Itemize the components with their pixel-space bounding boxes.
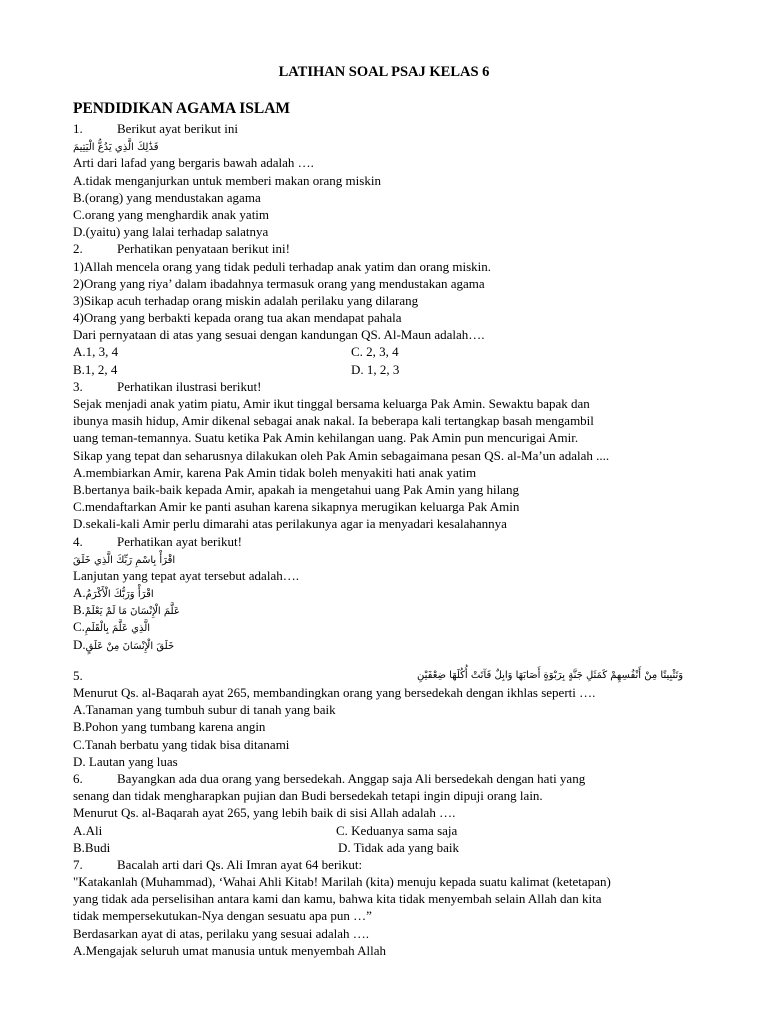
subject-heading: PENDIDIKAN AGAMA ISLAM: [73, 100, 291, 117]
question-5-header: [73, 667, 713, 684]
arabic-verse: وَتَثْبِيتًا مِنْ أَنْفُسِهِمْ كَمَثَلِ جَنَّةٍ بِرَبْوَةٍ أَصَابَهَا وَابِلٌ فَآتَتْ أُكُلَهَا ضِعْفَيْنِ: [417, 669, 684, 681]
question-number: 2.: [73, 241, 83, 257]
option-d: D. Tidak ada yang baik: [338, 839, 459, 855]
question-4-text: Lanjutan yang tepat ayat tersebut adalah….: [73, 567, 299, 583]
question-1-text: Arti dari lafad yang bergaris bawah adalah ….: [73, 155, 314, 171]
statement-3: 3)Sikap acuh terhadap orang miskin adalah perilaku yang dilarang: [73, 292, 419, 308]
question-2-header: [73, 240, 713, 257]
question-number: 6.: [73, 770, 83, 786]
question-text: Bayangkan ada dua orang yang bersedekah. Anggap saja Ali bersedekah dengan hati yang: [117, 770, 586, 786]
story-line: Sejak menjadi anak yatim piatu, Amir ikut tinggal bersama keluarga Pak Amin. Sewaktu bapak dan: [73, 396, 590, 411]
option-d: D.(yaitu) yang lalai terhadap salatnya: [73, 224, 269, 240]
question-prompt: Perhatikan ilustrasi berikut!: [117, 378, 262, 394]
question-1-header: [73, 120, 713, 137]
arabic-verse: اقْرَأْ بِاسْمِ رَبِّكَ الَّذِي خَلَقَ: [73, 554, 176, 566]
option-b: [73, 601, 713, 618]
options-row: [73, 839, 713, 856]
option-c: C. Keduanya sama saja: [336, 822, 458, 838]
question-7-header: [73, 856, 713, 873]
option-a: [73, 584, 713, 601]
question-prompt: Berikut ayat berikut ini: [117, 121, 238, 136]
option-d: D. Lautan yang luas: [73, 753, 178, 769]
statement-2: 2)Orang yang riya’ dalam ibadahnya termasuk orang yang mendustakan agama: [73, 275, 485, 291]
quote-line: "Katakanlah (Muhammad), ‘Wahai Ahli Kitab! Marilah (kita) menuju kepada suatu kalimat (ketetapan): [73, 874, 611, 890]
story-line: uang teman-temannya. Suatu ketika Pak Amin kehilangan uang. Pak Amin pun mencurigai Amir.: [73, 430, 579, 446]
question-number: 1.: [73, 121, 83, 136]
option-label: A.: [73, 585, 86, 601]
question-6-text: senang dan tidak mengharapkan pujian dan Budi bersedekah tetapi ingin dipuji orang lain.: [73, 788, 543, 804]
statement-4: 4)Orang yang berbakti kepada orang tua akan mendapat pahala: [73, 310, 402, 326]
arabic-option: عَلَّمَ الْإِنْسَانَ مَا لَمْ يَعْلَمْ: [84, 606, 180, 618]
option-a: A.Mengajak seluruh umat manusia untuk menyembah Allah: [73, 942, 387, 958]
arabic-verse: فَذَٰلِكَ الَّذِي يَدُعُّ الْيَتِيمَ: [73, 142, 159, 154]
options-row: [73, 822, 713, 839]
option-label: C.: [73, 619, 85, 635]
question-1-arabic: [73, 137, 713, 154]
options-row: [73, 361, 713, 378]
question-number: 4.: [73, 533, 83, 549]
option-c: [73, 618, 713, 635]
options-row: [73, 343, 713, 360]
statement-1: 1)Allah mencela orang yang tidak peduli terhadap anak yatim dan orang miskin.: [73, 258, 492, 274]
story-line: Sikap yang tepat dan seharusnya dilakukan oleh Pak Amin sebagaimana pesan QS. al-Ma’un adalah ....: [73, 447, 610, 463]
option-label: B.: [73, 602, 85, 618]
option-a: A.tidak menganjurkan untuk memberi makan orang miskin: [73, 172, 381, 188]
question-number: 3.: [73, 378, 83, 394]
question-prompt: Bacalah arti dari Qs. Ali Imran ayat 64 berikut:: [117, 856, 363, 872]
option-a: A.Tanaman yang tumbuh subur di tanah yang baik: [73, 702, 336, 718]
question-4-header: [73, 533, 713, 550]
question-2-text: Dari pernyataan di atas yang sesuai dengan kandungan QS. Al-Maun adalah….: [73, 327, 485, 343]
option-c: C.mendaftarkan Amir ke panti asuhan karena sikapnya merugikan keluarga Pak Amin: [73, 499, 520, 515]
option-a: A.1, 3, 4: [73, 344, 119, 360]
option-b: B.(orang) yang mendustakan agama: [73, 189, 261, 205]
option-b: B.Budi: [73, 839, 111, 855]
option-label: D.: [73, 636, 86, 652]
arabic-option: خَلَقَ الْإِنْسَانَ مِنْ عَلَقٍ: [85, 640, 175, 652]
quote-line: tidak mempersekutukan-Nya dengan sesuatu apa pun …”: [73, 908, 372, 924]
document-title: LATIHAN SOAL PSAJ KELAS 6: [278, 64, 490, 80]
question-4-arabic: [73, 550, 713, 567]
option-c: C. 2, 3, 4: [351, 344, 399, 360]
option-d: D.sekali-kali Amir perlu dimarahi atas perilakunya agar ia menyadari kesalahannya: [73, 516, 507, 532]
arabic-option: الَّذِي عَلَّمَ بِالْقَلَمِ: [84, 623, 151, 635]
question-6-header: [73, 770, 713, 787]
option-a: A.Ali: [73, 822, 103, 838]
quote-line: yang tidak ada perselisihan antara kami dan kamu, bahwa kita tidak menyembah selain Allah dan kita: [73, 891, 602, 907]
question-prompt: Perhatikan penyataan berikut ini!: [117, 241, 290, 257]
question-5-text: Menurut Qs. al-Baqarah ayat 265, membandingkan orang yang bersedekah dengan ikhlas seperti ….: [73, 685, 596, 700]
question-prompt: Perhatikan ayat berikut!: [117, 533, 242, 549]
question-7-text: Berdasarkan ayat di atas, perilaku yang sesuai adalah ….: [73, 925, 369, 941]
story-line: ibunya masih hidup, Amir dikenal sebagai anak nakal. Ia beberapa kali tertangkap basah mengambil: [73, 413, 594, 429]
option-b: B.Pohon yang tumbang karena angin: [73, 719, 266, 735]
option-b: B.bertanya baik-baik kepada Amir, apakah ia mengetahui uang Pak Amin yang hilang: [73, 481, 520, 497]
option-c: C.Tanah berbatu yang tidak bisa ditanami: [73, 736, 290, 752]
option-c: C.orang yang menghardik anak yatim: [73, 206, 270, 222]
question-number: 5.: [73, 667, 83, 683]
option-d: D. 1, 2, 3: [351, 361, 400, 377]
question-6-text: Menurut Qs. al-Baqarah ayat 265, yang lebih baik di sisi Allah adalah ….: [73, 805, 456, 821]
option-a: A.membiarkan Amir, karena Pak Amin tidak boleh menyakiti hati anak yatim: [73, 464, 477, 480]
question-number: 7.: [73, 856, 83, 872]
option-b: B.1, 2, 4: [73, 361, 118, 377]
question-list: [73, 120, 713, 959]
option-d: [73, 636, 713, 653]
arabic-option: اقْرَأْ وَرَبُّكَ الْأَكْرَمُ: [85, 589, 154, 601]
question-3-header: [73, 378, 713, 395]
